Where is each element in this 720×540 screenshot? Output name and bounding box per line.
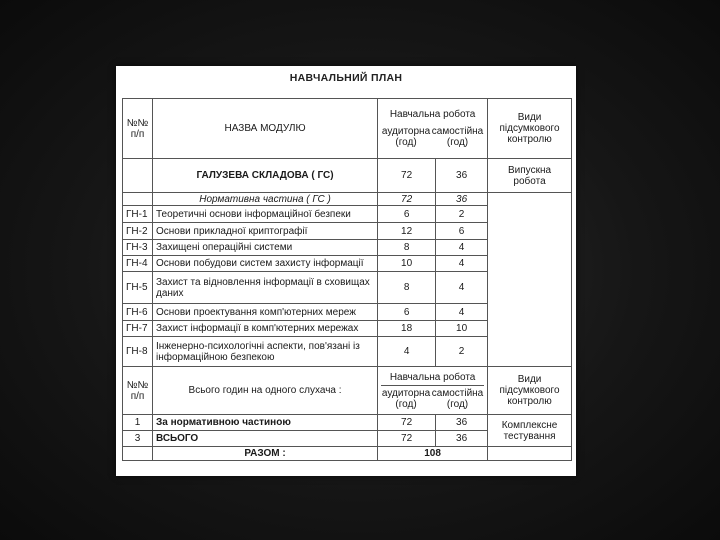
normative-self: 36 — [436, 193, 488, 206]
table-row: ГН-3 Захищені операційні системи 8 4 — [123, 240, 572, 256]
summary-control: Комплексне тестування — [488, 415, 572, 447]
table-row: ГН-6 Основи проектування комп'ютерних мереж 6 4 — [123, 304, 572, 321]
name-header: НАЗВА МОДУЛЮ — [152, 99, 377, 159]
table-row: ГН-7 Захист інформації в комп'ютерних мережах 18 10 — [123, 321, 572, 337]
branch-self: 36 — [436, 159, 488, 193]
self-header: самостійна (год) — [431, 126, 484, 149]
summary-header-row — [123, 367, 572, 415]
table-row: ГН-8 Інженерно-психологічні аспекти, пов'язані із інформаційною безпекою 4 2 — [123, 337, 572, 367]
branch-row — [123, 159, 572, 193]
aud-header: аудиторна (год) — [381, 126, 431, 149]
summary-control-header: Види підсумкового контролю — [488, 367, 572, 415]
table-header-row — [123, 99, 572, 159]
grand-total-label: РАЗОМ : — [152, 447, 377, 461]
summary-total-label: Всього годин на одного слухача : — [152, 367, 377, 415]
branch-name: ГАЛУЗЕВА СКЛАДОВА ( ГС) — [152, 159, 377, 193]
normative-row — [123, 193, 572, 206]
work-header — [378, 99, 488, 159]
work-header-label: Навчальна робота — [389, 109, 476, 121]
num-header: №№ п/п — [123, 99, 153, 159]
grand-total-value: 108 — [378, 447, 488, 461]
table-row: ГН-1 Теоретичні основи інформаційної безпеки 6 2 — [123, 206, 572, 223]
table-row: ГН-5 Захист та відновлення інформації в сховищах даних 8 4 — [123, 272, 572, 304]
page-title: НАВЧАЛЬНИЙ ПЛАН — [289, 72, 403, 84]
summary-aud-header: аудиторна (год) — [381, 387, 431, 410]
table-row: ГН-2 Основи прикладної криптографії 12 6 — [123, 223, 572, 240]
normative-aud: 72 — [378, 193, 436, 206]
branch-control: Випускна робота — [488, 159, 572, 193]
branch-num — [123, 159, 153, 193]
normative-name: Нормативна частина ( ГС ) — [152, 193, 377, 206]
table-row: ГН-4 Основи побудови систем захисту інформації 10 4 — [123, 256, 572, 272]
document-page — [116, 66, 576, 476]
control-header: Види підсумкового контролю — [488, 99, 572, 159]
modules-control-cell — [488, 193, 572, 367]
curriculum-table — [122, 98, 572, 461]
summary-self-header: самостійна (год) — [431, 387, 484, 410]
branch-aud: 72 — [378, 159, 436, 193]
summary-work-header: Навчальна робота аудиторна (год) самостійна (год) — [378, 367, 488, 415]
grand-total-row — [123, 447, 572, 461]
summary-row: 3 ВСЬОГО 72 36 — [123, 431, 572, 447]
summary-num-header: №№ п/п — [123, 367, 153, 415]
summary-row: 1 За нормативною частиною 72 36 Комплексне тестування — [123, 415, 572, 431]
